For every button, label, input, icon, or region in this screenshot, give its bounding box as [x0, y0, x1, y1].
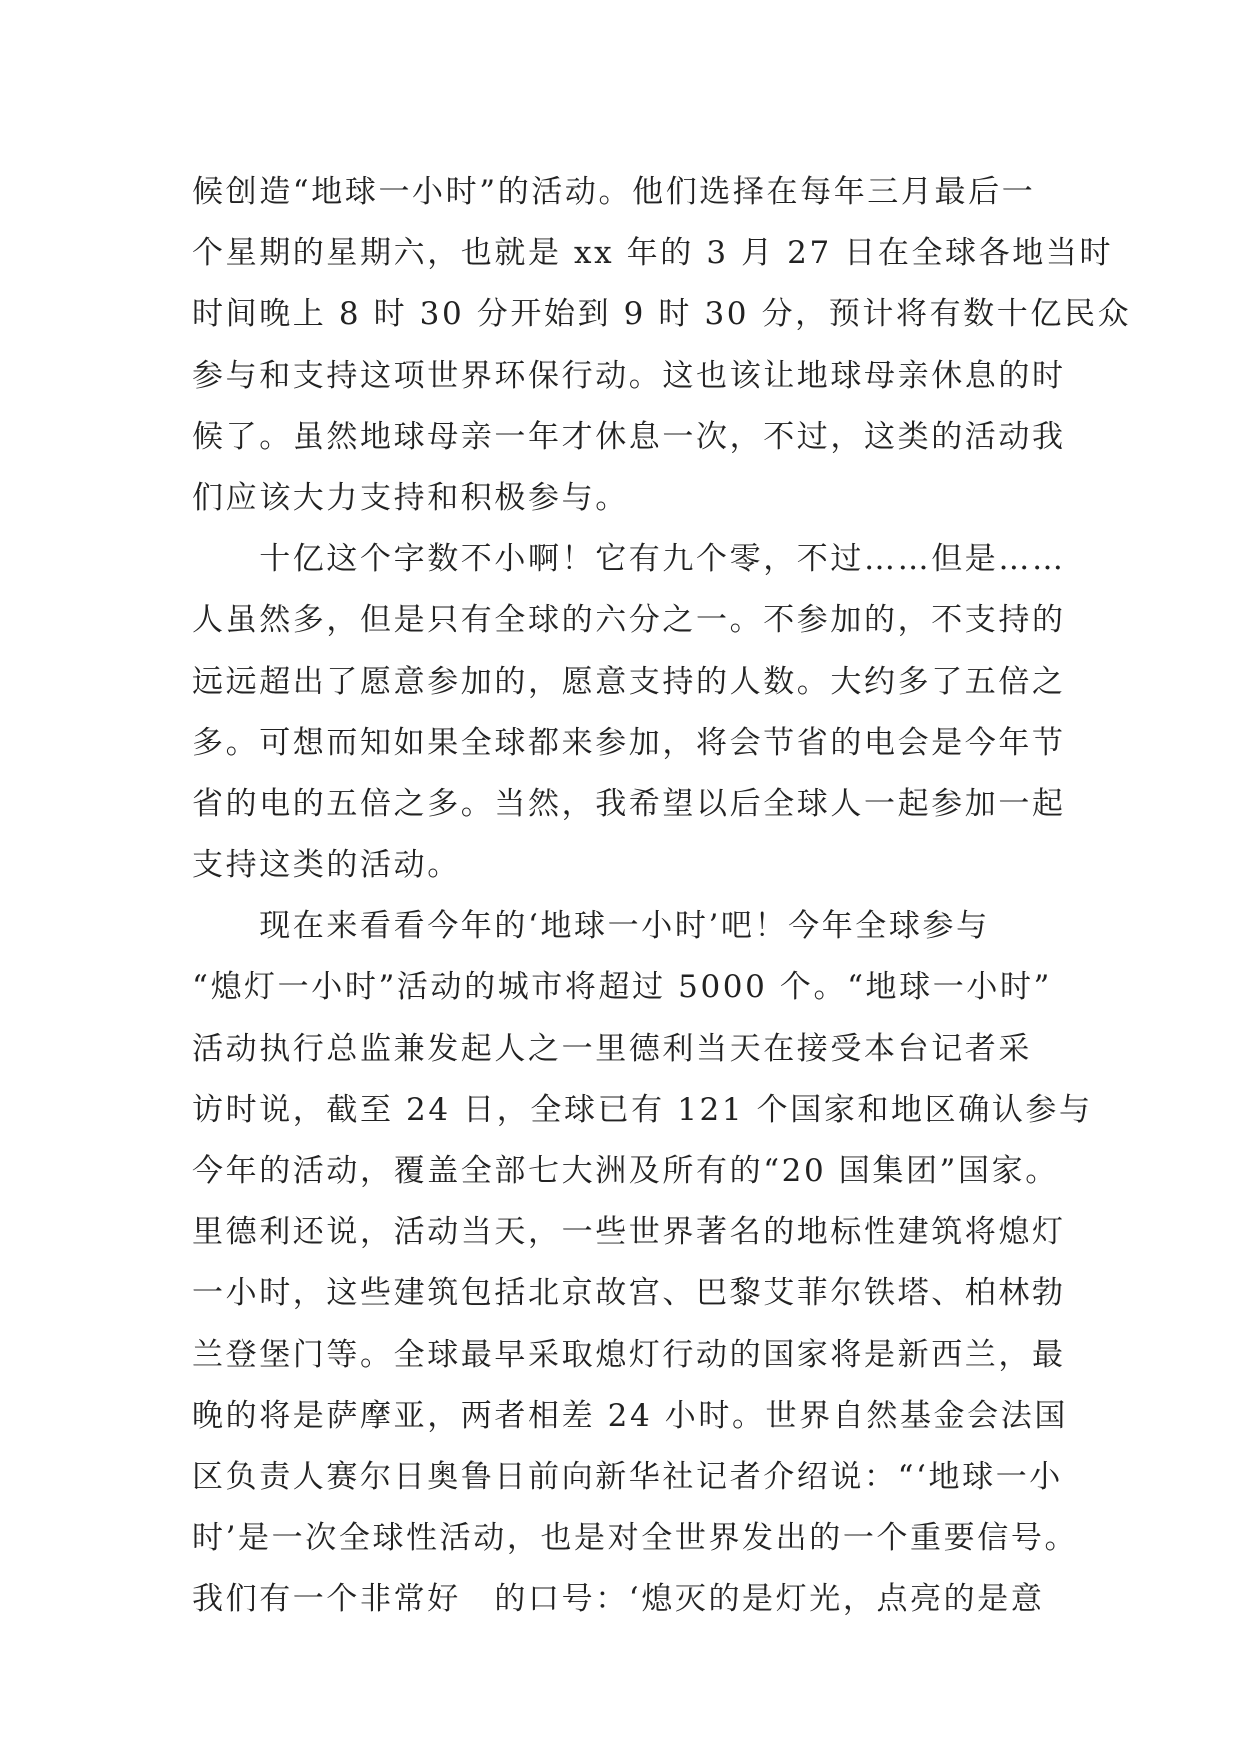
text-line: 多。可想而知如果全球都来参加，将会节省的电会是今年节 — [192, 724, 1066, 761]
text-line: 晚的将是萨摩亚，两者相差 24 小时。世界自然基金会法国 — [192, 1397, 1068, 1434]
text-line: 们应该大力支持和积极参与。 — [192, 479, 629, 516]
text-line: 兰登堡门等。全球最早采取熄灯行动的国家将是新西兰，最 — [192, 1336, 1066, 1373]
text-line: 一小时，这些建筑包括北京故宫、巴黎艾菲尔铁塔、柏林勃 — [192, 1275, 1066, 1312]
text-line: 远远超出了愿意参加的，愿意支持的人数。大约多了五倍之 — [192, 663, 1066, 700]
text-line: 候创造“地球一小时”的活动。他们选择在每年三月最后一 — [192, 174, 1036, 210]
text-line: 里德利还说，活动当天，一些世界著名的地标性建筑将熄灯 — [192, 1214, 1066, 1251]
text-line: 人虽然多，但是只有全球的六分之一。不参加的，不支持的 — [192, 602, 1066, 639]
text-line: 时’是一次全球性活动，也是对全世界发出的一个重要信号。 — [192, 1520, 1079, 1557]
text-line: 支持这类的活动。 — [192, 847, 461, 884]
body-text — [192, 162, 1132, 1631]
text-line: 访时说，截至 24 日，全球已有 121 个国家和地区确认参与 — [192, 1091, 1093, 1128]
text-line: “熄灯一小时”活动的城市将超过 5000 个。“地球一小时” — [192, 969, 1052, 1006]
text-line: 现在来看看今年的‘地球一小时’吧！今年全球参与 — [192, 908, 990, 945]
text-line: 个星期的星期六，也就是 xx 年的 3 月 27 日在全球各地当时 — [192, 235, 1114, 272]
text-line: 省的电的五倍之多。当然，我希望以后全球人一起参加一起 — [192, 785, 1066, 822]
text-line: 今年的活动，覆盖全部七大洲及所有的“20 国集团”国家。 — [192, 1153, 1059, 1189]
text-line: 十亿这个字数不小啊！它有九个零，不过……但是…… — [192, 541, 1066, 578]
text-line: 时间晚上 8 时 30 分开始到 9 时 30 分，预计将有数十亿民众 — [192, 296, 1132, 333]
text-line: 候了。虽然地球母亲一年才休息一次，不过，这类的活动我 — [192, 418, 1066, 455]
text-line: 活动执行总监兼发起人之一里德利当天在接受本台记者采 — [192, 1030, 1032, 1067]
text-line: 参与和支持这项世界环保行动。这也该让地球母亲休息的时 — [192, 357, 1066, 394]
text-line: 我们有一个非常好 的口号：‘熄灭的是灯光，点亮的是意 — [192, 1581, 1045, 1618]
text-line: 区负责人赛尔日奥鲁日前向新华社记者介绍说：“‘地球一小 — [192, 1458, 1063, 1495]
